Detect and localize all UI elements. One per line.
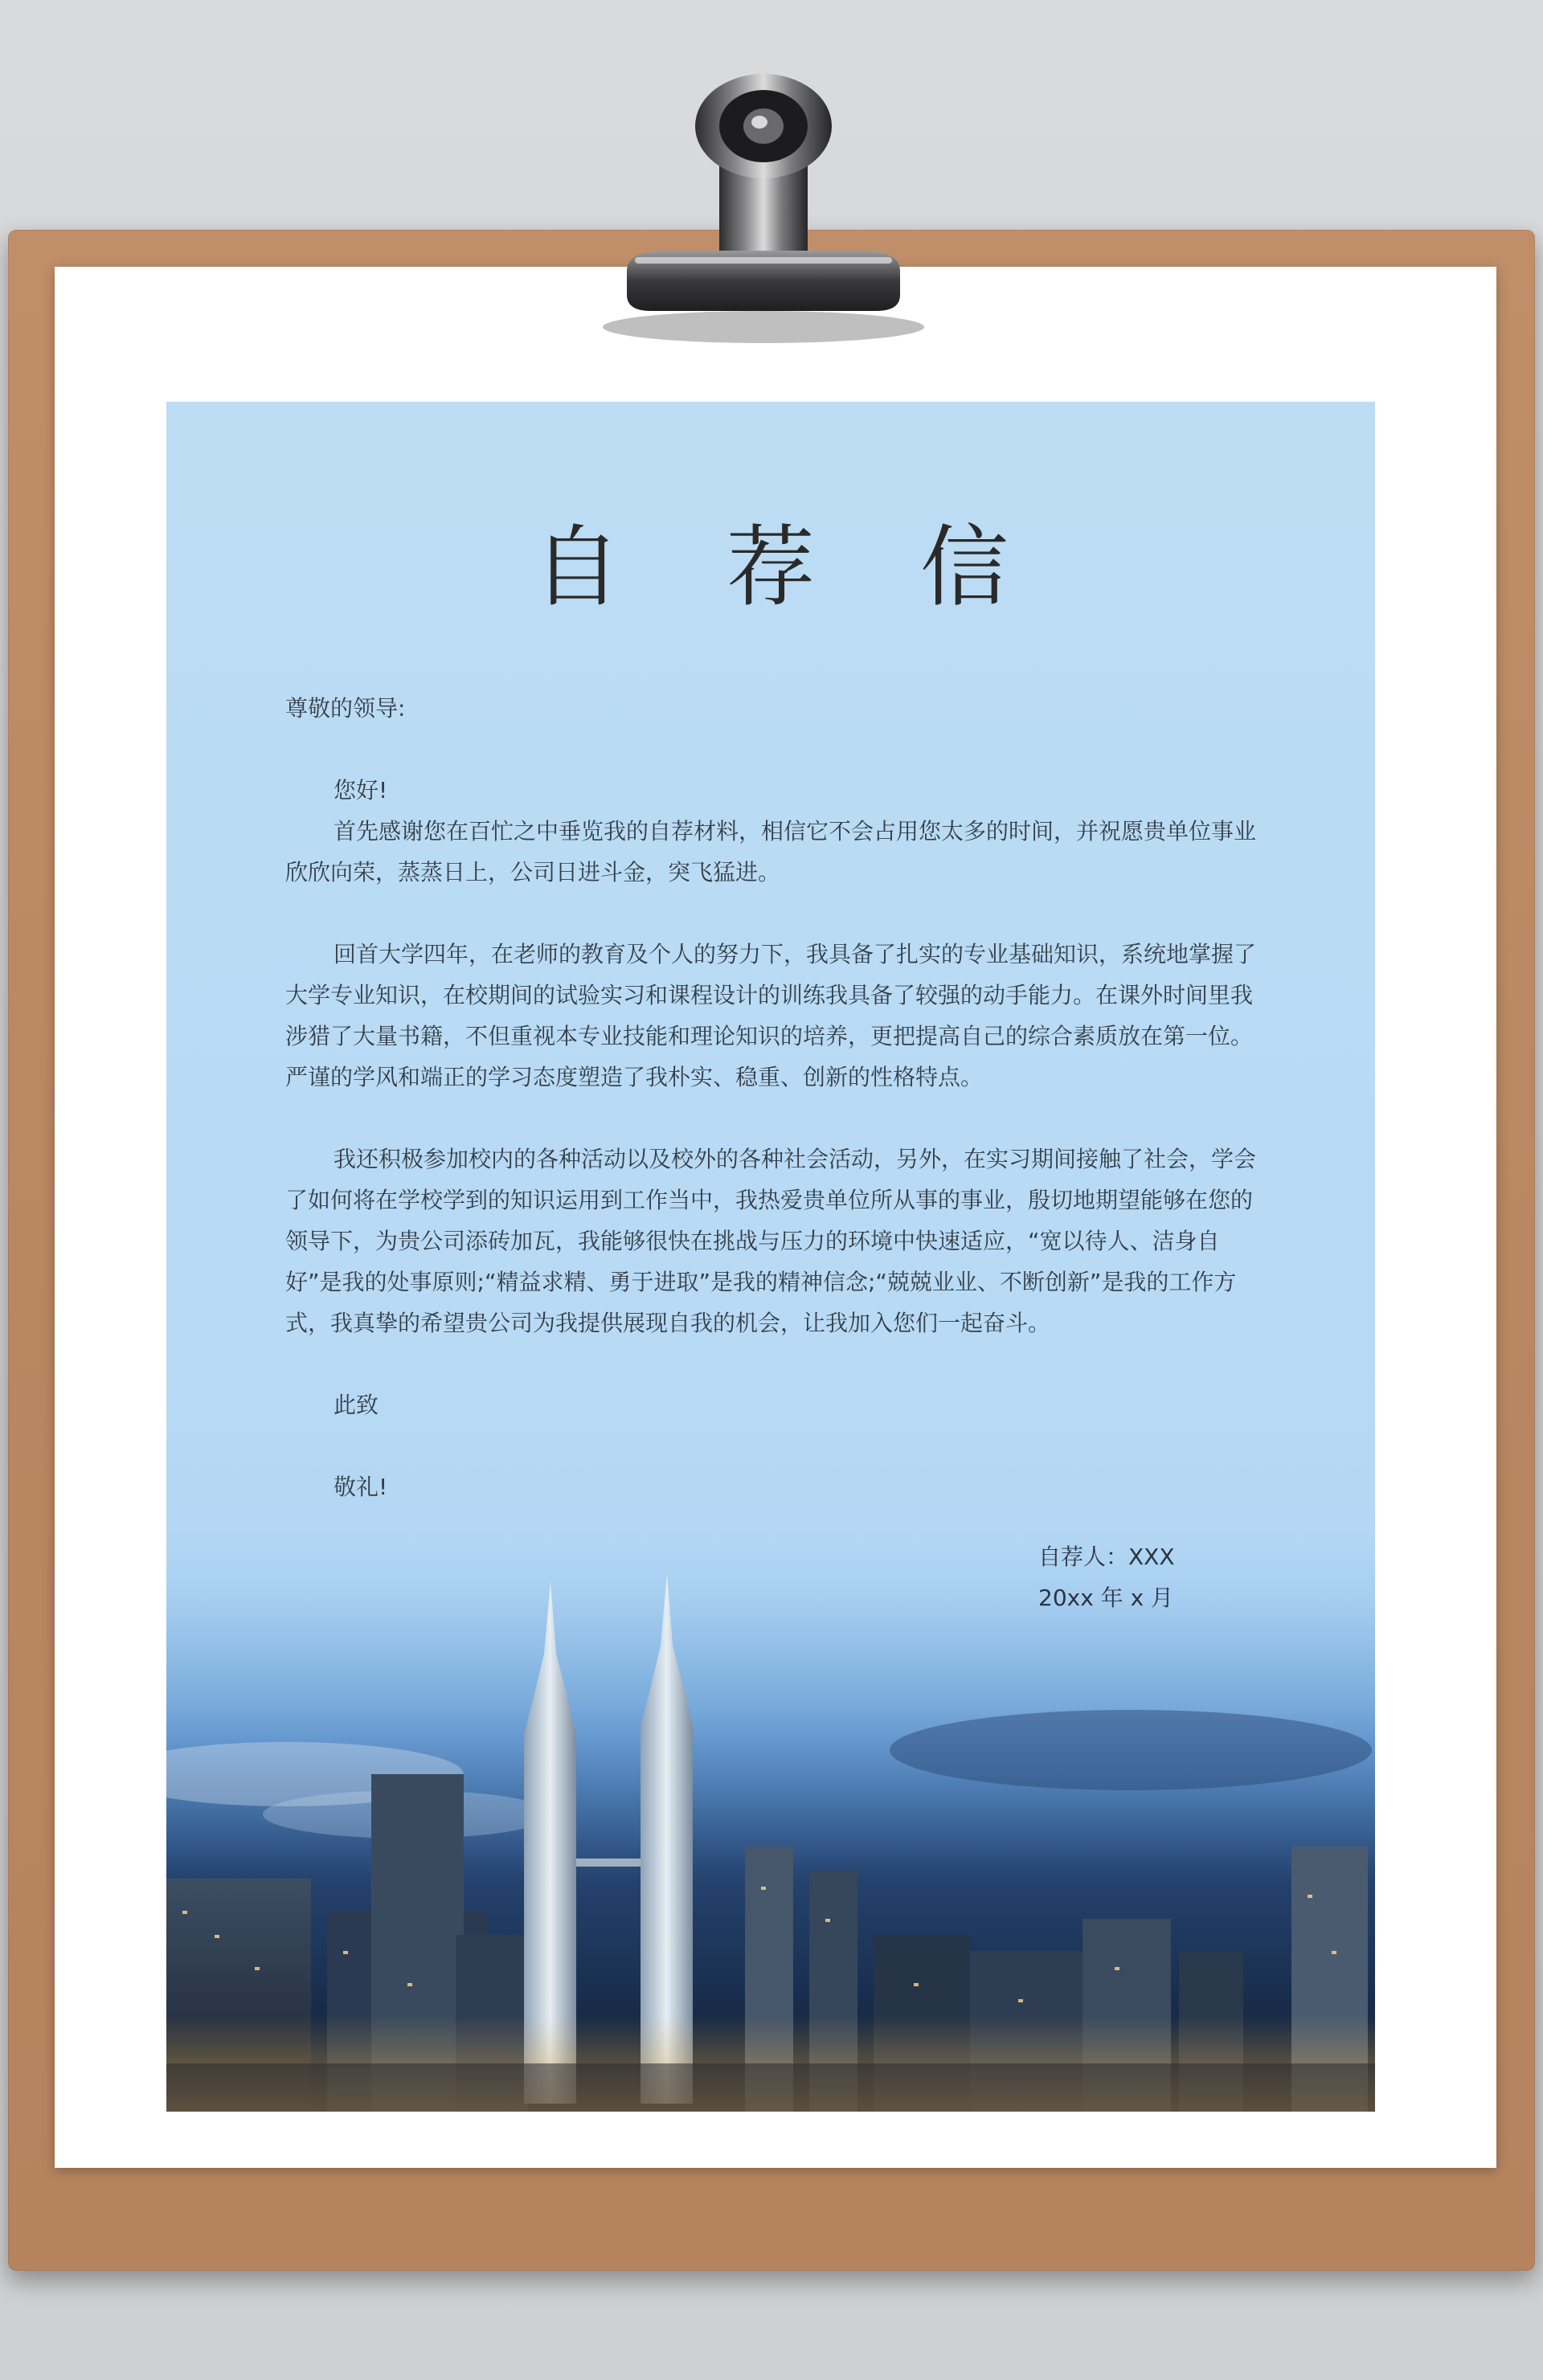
letter-body [285, 688, 1259, 1507]
letter-title: 自 荐 信 [533, 516, 1047, 619]
salutation: 尊敬的领导: [285, 695, 406, 722]
binder-clip-icon [579, 50, 948, 355]
closing-line-1: 此致 [334, 1392, 379, 1418]
letter-date: 20xx 年 x 月 [1038, 1585, 1174, 1611]
letter-panel [166, 402, 1375, 2112]
paragraph-1: 首先感谢您在百忙之中垂览我的自荐材料，相信它不会占用您太多的时间，并祝愿贵单位事业欣欣向荣，蒸蒸日上，公司日进斗金，突飞猛进。 [285, 818, 1257, 885]
greeting: 您好! [334, 777, 388, 804]
signer-name: 自荐人：XXX [1038, 1544, 1175, 1570]
paragraph-2: 回首大学四年，在老师的教育及个人的努力下，我具备了扎实的专业基础知识，系统地掌握了大学专业知识，在校期间的试验实习和课程设计的训练我具备了较强的动手能力。在课外时间里我涉猎了大量书籍，不但重视本专业技能和理论知识的培养，更把提高自己的综合素质放在第一位。严谨的学风和端正的学习态度塑造了我朴实、稳重、创新的性格特点。 [285, 941, 1257, 1090]
paragraph-3: 我还积极参加校内的各种活动以及校外的各种社会活动，另外，在实习期间接触了社会，学会了如何将在学校学到的知识运用到工作当中，我热爱贵单位所从事的事业，殷切地期望能够在您的领导下，为贵公司添砖加瓦，我能够很快在挑战与压力的环境中快速适应，“宽以待人、洁身自好”是我的处事原则;“精益求精、勇于进取”是我的精神信念;“兢兢业业、不断创新”是我的工作方式，我真挚的希望贵公司为我提供展现自我的机会，让我加入您们一起奋斗。 [285, 1146, 1257, 1336]
cityscape-image [166, 1533, 1375, 2112]
closing-line-2: 敬礼! [334, 1474, 388, 1500]
signature-block [1038, 1536, 1175, 1618]
